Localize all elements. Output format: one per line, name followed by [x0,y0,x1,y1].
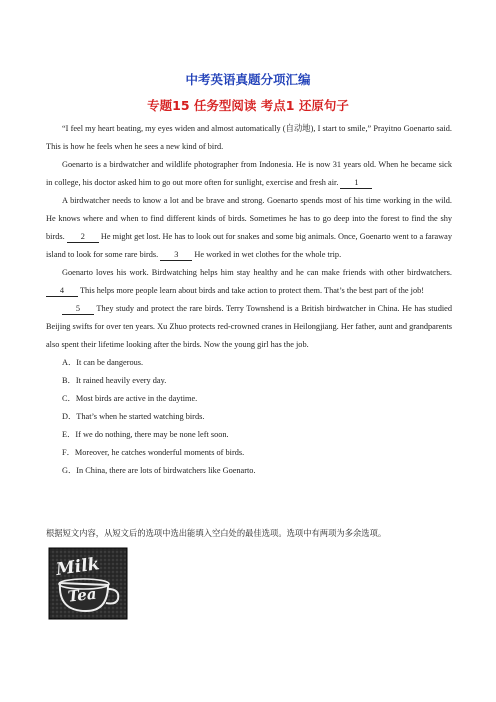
paragraph-3-text-c: He worked in wet clothes for the whole trip. [194,250,342,259]
document-title: 中考英语真题分项汇编 [185,72,311,87]
blank-4: 4 [46,285,78,297]
blank-3: 3 [160,249,192,261]
paragraph-2-text: Goenarto is a birdwatcher and wildlife photographer from Indonesia. He is now 31 years old. When he became sick in college, his doctor asked him to go out more often for sunlight, exercise and fresh air. [46,160,452,187]
paragraph-3-text-b: He might get lost. He has to look out for snakes and some big animals. Once, Goenarto went to a faraway island to look for some rare birds. [46,232,452,259]
passage [46,120,452,480]
paragraph-1: “I feel my heart beating, my eyes widen and almost automatically (自动地), I start to smile,” Prayitno Goenarto said. This is how he feels when he sees a new kind of bird. [46,124,452,151]
option-b: B．It rained heavily every day. [62,376,167,385]
instruction-text: 根据短文内容，从短文后的选项中选出能填入空白处的最佳选项。选项中有两项为多余选项。 [46,528,387,538]
blank-5: 5 [62,303,94,315]
option-f: F．Moreover, he catches wonderful moments of birds. [62,448,245,457]
paragraph-4 [46,264,452,300]
paragraph-4-text-a: Goenarto loves his work. Birdwatching helps him stay healthy and he can make friends with other birdwatchers. [62,268,452,277]
blank-1: 1 [340,177,372,189]
paragraph-2 [46,156,452,192]
paragraph-3-text-a: A birdwatcher needs to know a lot and be brave and strong. Goenarto spends most of his time working in the wild. He knows where and when to find different kinds of birds. Sometimes he has to go deep into the forest to find the shy birds. [46,196,452,241]
paragraph-3 [46,192,452,264]
option-a: A．It can be dangerous. [62,358,144,367]
paragraph-4-text-b: This helps more people learn about birds and take action to protect them. That’s the best part of the job! [79,286,425,295]
paragraph-5-text: They study and protect the rare birds. Terry Townshend is a British birdwatcher in China. He has studied Beijing swifts for over ten years. Xu Zhuo protects red-crowned cranes in Heilongjiang. Her father, aunt and grandparents also spent their lifetime looking after the birds. Now the young girl has the job. [46,304,452,349]
milk-tea-logo-icon [48,547,128,620]
option-e: E．If we do nothing, there may be none left soon. [62,430,229,439]
svg-text:Milk: Milk [54,554,101,580]
milk-tea-logo [48,547,128,620]
document-subtitle: 专题15 任务型阅读 考点1 还原句子 [147,98,349,113]
paragraph-5 [46,300,452,354]
option-g: G．In China, there are lots of birdwatchers like Goenarto. [62,466,256,475]
option-c: C．Most birds are active in the daytime. [62,394,198,403]
svg-text:Tea: Tea [66,584,98,606]
options-list [46,354,452,480]
blank-2: 2 [67,231,99,243]
option-d: D．That’s when he started watching birds. [62,412,205,421]
